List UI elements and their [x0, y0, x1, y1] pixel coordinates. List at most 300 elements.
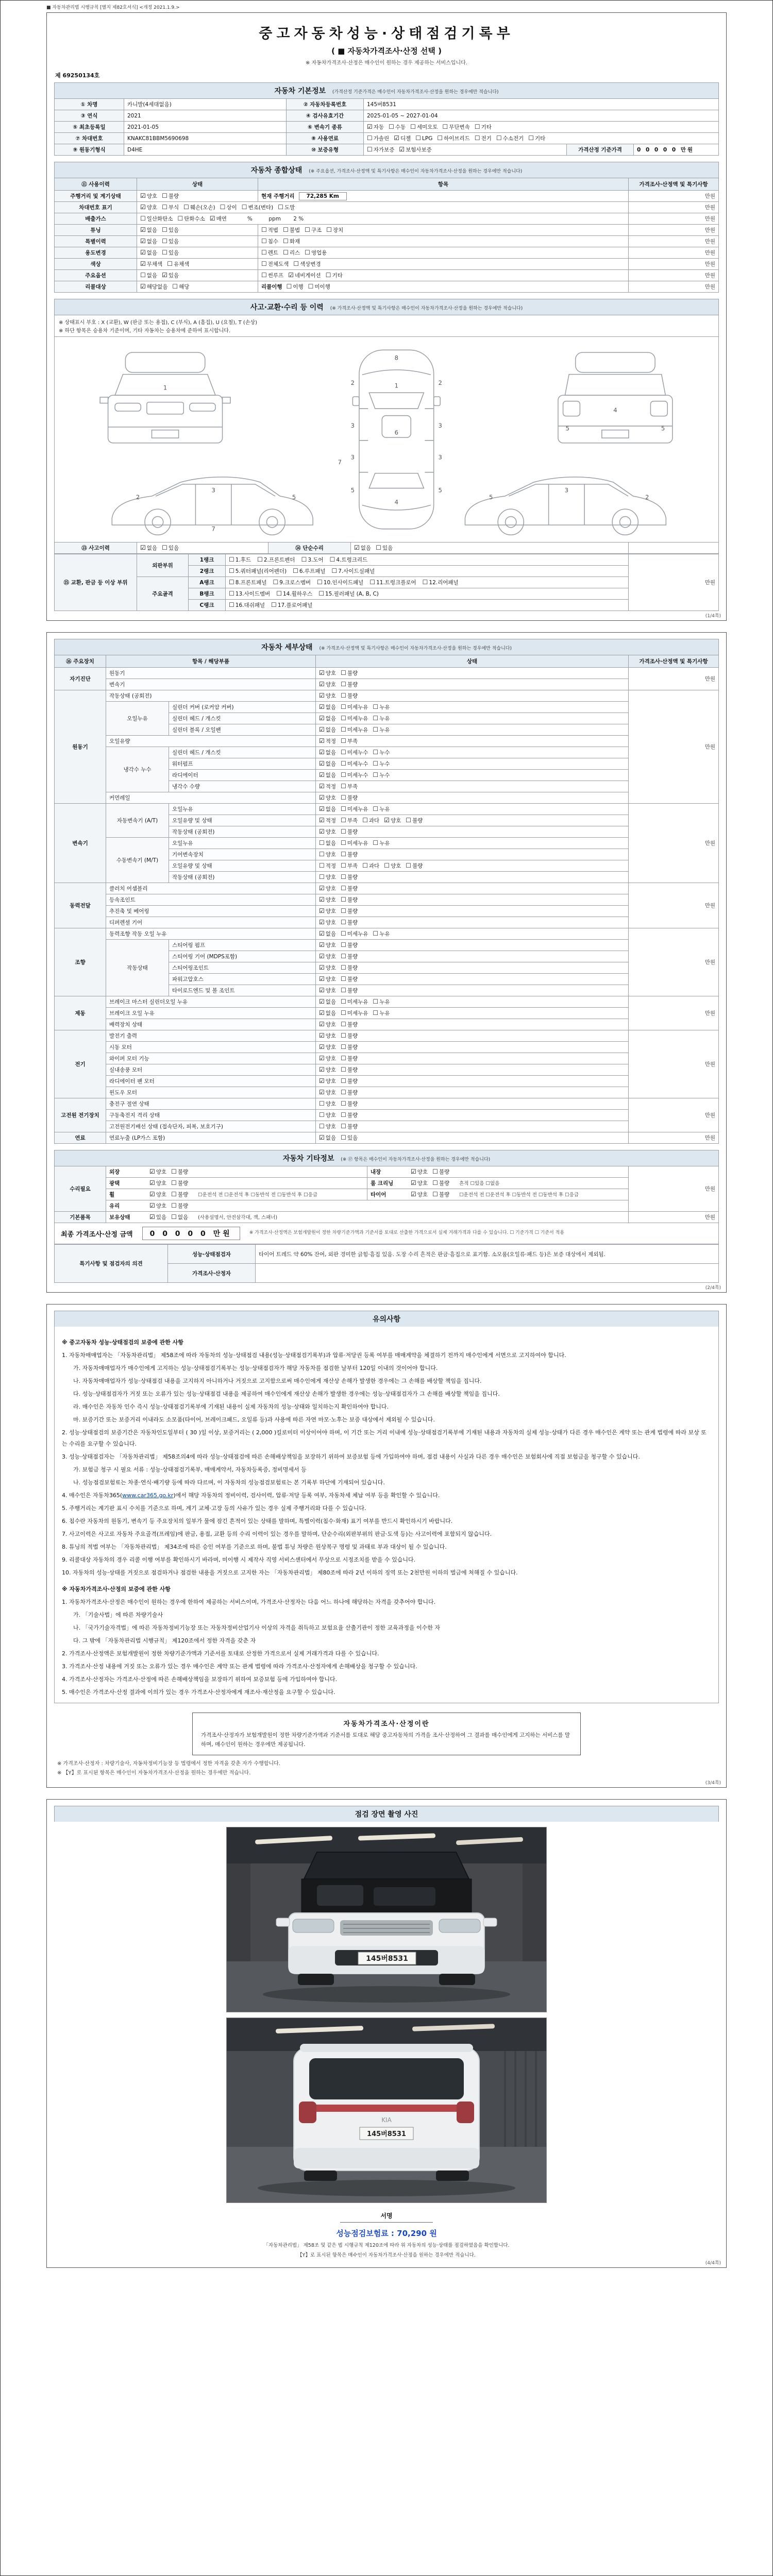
checkbox-option[interactable]	[341, 703, 368, 711]
checkbox-option[interactable]	[319, 817, 336, 824]
checkbox-option[interactable]	[354, 544, 371, 552]
checkbox-icon: ☐	[474, 123, 480, 130]
checkbox-option[interactable]	[362, 817, 379, 824]
panel-item[interactable]: ☐ 14.휠하우스	[276, 590, 313, 597]
checkbox-option[interactable]	[140, 238, 157, 245]
checkbox-option[interactable]	[341, 930, 368, 938]
checkbox-option[interactable]	[319, 873, 336, 881]
checkbox-option[interactable]	[341, 1089, 358, 1096]
checkbox-option[interactable]	[261, 226, 278, 234]
checkbox-option[interactable]	[319, 1100, 336, 1108]
checkbox-option[interactable]	[319, 975, 336, 983]
table-cell: C랭크	[189, 600, 226, 611]
panel-item[interactable]: ☐ 7.사이드실패널	[331, 567, 375, 574]
checkbox-option[interactable]	[341, 1021, 358, 1028]
checkbox-option[interactable]	[373, 715, 390, 722]
table-cell: 구동축전지 격리 상태	[106, 1110, 316, 1121]
checkbox-icon: ☐	[341, 975, 346, 982]
checkbox-option[interactable]	[171, 1213, 188, 1221]
checkbox-option[interactable]	[341, 964, 358, 972]
checkbox-option[interactable]	[367, 146, 394, 154]
checkbox-option[interactable]	[162, 238, 179, 245]
table-cell: 차대번호 표기	[55, 202, 137, 213]
checkbox-label: 장치	[332, 227, 344, 233]
checkbox-option[interactable]	[432, 1168, 449, 1176]
checkbox-option[interactable]	[220, 204, 237, 211]
checkbox-option[interactable]	[373, 998, 390, 1006]
table-cell: 수리필요	[55, 1166, 106, 1212]
checkbox-option[interactable]	[162, 226, 179, 234]
panel-item[interactable]: ☐ 1.후드	[229, 556, 251, 563]
checkbox-option[interactable]	[341, 839, 368, 847]
table-cell	[137, 225, 258, 236]
checkbox-option[interactable]	[319, 1021, 336, 1028]
checkbox-label: 불량	[177, 1180, 189, 1187]
checkbox-label: 불량	[177, 1169, 189, 1175]
checkbox-option[interactable]	[367, 134, 389, 142]
checkbox-option[interactable]	[341, 1134, 358, 1142]
panel-item[interactable]: ☐ 17.플로어패널	[271, 601, 313, 608]
checkbox-option[interactable]	[341, 907, 358, 915]
checkbox-option[interactable]	[341, 975, 358, 983]
checkbox-option[interactable]	[341, 817, 358, 824]
checkbox-option[interactable]	[167, 260, 189, 268]
checkbox-option[interactable]	[140, 215, 173, 223]
checkbox-option[interactable]	[319, 1009, 336, 1017]
checkbox-icon: ☑	[140, 226, 146, 233]
checkbox-option[interactable]	[341, 1123, 358, 1130]
checkbox-option[interactable]	[319, 930, 336, 938]
checkbox-option[interactable]	[319, 805, 336, 813]
panel-item[interactable]: ☐ 2.프론트펜더	[257, 556, 295, 563]
form-reference-note: ■ 자동차관리법 시행규칙 [별지 제82호서식] <개정 2021.1.9.>	[46, 5, 180, 10]
checkbox-option[interactable]	[319, 851, 336, 858]
checkbox-icon: ☐	[341, 873, 346, 880]
table-cell: 만원	[629, 996, 719, 1030]
checkbox-icon: ☑	[140, 249, 146, 256]
checkbox-option[interactable]	[319, 1134, 336, 1142]
checkbox-option[interactable]	[162, 204, 179, 211]
table-row	[55, 702, 719, 713]
checkbox-icon: ☐	[341, 828, 346, 835]
checkbox-option[interactable]	[341, 805, 368, 813]
checkbox-option[interactable]	[319, 1089, 336, 1096]
checkbox-option[interactable]	[288, 272, 321, 279]
checkbox-option[interactable]	[319, 1043, 336, 1051]
checkbox-option[interactable]	[373, 726, 390, 734]
table-cell	[316, 724, 629, 736]
checkbox-option[interactable]	[140, 249, 157, 257]
checkbox-option[interactable]	[210, 215, 227, 223]
checkbox-option[interactable]	[140, 204, 157, 211]
checkbox-option[interactable]	[162, 272, 179, 279]
table-cell: 오일유량 및 상태	[169, 860, 316, 872]
remarks-inspector-comment: 타이어 트레드 약 60% 잔여, 외판 경미한 긁힘·흠집 있음. 도장 수리 흔적은 판금·흠집으로 표기함. 소모품(오일류·패드 등)은 보증 대상에서 제외됨.	[256, 1245, 719, 1264]
checkbox-option[interactable]	[319, 907, 336, 915]
checkbox-option[interactable]	[319, 692, 336, 700]
checkbox-option[interactable]	[319, 896, 336, 904]
checkbox-option[interactable]	[171, 1179, 188, 1187]
checkbox-option[interactable]	[183, 204, 215, 211]
checkbox-option[interactable]	[341, 771, 368, 779]
checkbox-option[interactable]	[341, 760, 368, 768]
checkbox-label: 미세누유	[347, 840, 368, 846]
table-row	[55, 259, 719, 270]
table-cell: ⑭ 단순수리	[268, 543, 351, 554]
checkbox-option[interactable]	[319, 885, 336, 892]
checkbox-icon: ☑	[411, 1168, 416, 1175]
checkbox-option[interactable]	[411, 1168, 428, 1176]
table-cell	[316, 736, 629, 747]
table-cell: 유리 ☑ 양호 ☐ 불량	[106, 1200, 629, 1212]
checkbox-option[interactable]	[341, 692, 358, 700]
checkbox-icon: ☑	[149, 1191, 155, 1198]
table-row	[55, 225, 719, 236]
checkbox-option[interactable]	[384, 817, 401, 824]
checkbox-option[interactable]	[319, 715, 336, 722]
checkbox-option[interactable]	[171, 1168, 188, 1176]
checkbox-label: 없음	[325, 772, 337, 778]
checkbox-option[interactable]	[341, 828, 358, 836]
checkbox-option[interactable]	[341, 941, 358, 949]
panel-item[interactable]: ☐ 4.트렁크리드	[329, 556, 368, 563]
checkbox-option[interactable]	[319, 669, 336, 677]
checkbox-option[interactable]	[373, 771, 390, 779]
checkbox-option[interactable]	[261, 260, 289, 268]
checkbox-option[interactable]	[319, 1055, 336, 1062]
checkbox-option[interactable]	[319, 783, 336, 790]
table-cell	[316, 940, 629, 951]
checkbox-icon: ☐	[183, 204, 189, 211]
checkbox-option[interactable]	[162, 192, 179, 200]
checkbox-option[interactable]	[341, 873, 358, 881]
table-cell	[316, 872, 629, 883]
panel-item[interactable]: ☐ 8.프론트패널	[229, 579, 267, 586]
checkbox-option[interactable]	[341, 783, 358, 790]
checkbox-option[interactable]	[373, 760, 390, 768]
checkbox-option[interactable]	[341, 749, 368, 756]
table-cell: 라디에이터 팬 모터	[106, 1076, 316, 1087]
panel-item[interactable]: ☐ 3.도어	[301, 556, 324, 563]
checkbox-icon: ☑	[319, 1021, 325, 1028]
checkbox-option[interactable]	[319, 1077, 336, 1085]
checkbox-icon: ☐	[341, 941, 346, 948]
checkbox-option[interactable]	[319, 941, 336, 949]
checkbox-option[interactable]	[140, 226, 157, 234]
checkbox-icon: ☐	[341, 1089, 346, 1096]
checkbox-option[interactable]	[319, 681, 336, 688]
checkbox-icon: ☑	[319, 975, 325, 982]
checkbox-option[interactable]	[341, 1043, 358, 1051]
checkbox-option[interactable]	[341, 1111, 358, 1119]
checkbox-option[interactable]	[319, 1066, 336, 1074]
checkbox-option[interactable]	[283, 226, 300, 234]
checkbox-icon: ☐	[326, 226, 332, 233]
final-price-note: ※ 가격조사·산정액은 보험개발원이 정한 차량기준가액과 기준서를 토대로 산출한 가격으로서 실제 거래가격과 다를 수 있습니다. ☐ 기준가격 ☐ 기준서 적용	[249, 1230, 564, 1236]
checkbox-option[interactable]	[319, 919, 336, 926]
table-cell: ⑥ 변속기 종류	[287, 122, 364, 133]
checkbox-option[interactable]	[475, 134, 492, 142]
checkbox-option[interactable]	[341, 737, 358, 745]
checkbox-option[interactable]	[149, 1202, 166, 1210]
checkbox-label: 양호	[390, 818, 401, 824]
checkbox-icon: ☐	[474, 134, 480, 142]
table-row	[55, 1098, 719, 1110]
checkbox-option[interactable]	[319, 862, 336, 870]
table-cell: 만원	[629, 270, 719, 281]
checkbox-option[interactable]	[326, 226, 343, 234]
checkbox-label: 양호	[325, 852, 337, 858]
checkbox-option[interactable]	[341, 1077, 358, 1085]
checkbox-option[interactable]	[177, 215, 205, 223]
checkbox-option[interactable]	[341, 885, 358, 892]
checkbox-option[interactable]	[319, 726, 336, 734]
checkbox-label: 훼손(오손)	[190, 205, 215, 211]
checkbox-option[interactable]	[442, 123, 469, 131]
table-cell	[316, 962, 629, 974]
table-row	[55, 133, 719, 144]
panel-item[interactable]: ☐ 13.사이드멤버	[229, 590, 271, 597]
checkbox-option[interactable]	[171, 1202, 188, 1210]
panel-item[interactable]: ☐ 9.크로스멤버	[273, 579, 311, 586]
checkbox-label: 미이행	[314, 284, 330, 290]
checkbox-option[interactable]	[362, 862, 379, 870]
table-cell: ⑨ 원동기형식	[55, 144, 124, 156]
checkbox-option[interactable]	[283, 238, 300, 245]
checkbox-option[interactable]	[319, 1111, 336, 1119]
checkbox-option[interactable]	[319, 703, 336, 711]
checkbox-label: 양호	[325, 829, 337, 835]
checkbox-icon: ☐	[373, 1009, 379, 1016]
checkbox-icon: ☐	[283, 226, 289, 233]
checkbox-option[interactable]	[384, 862, 401, 870]
checkbox-label: 없음	[360, 545, 372, 551]
checkbox-option[interactable]	[341, 987, 358, 994]
checkbox-option[interactable]	[475, 123, 492, 131]
table-cell: ⑤ 최초등록일	[55, 122, 124, 133]
checkbox-option[interactable]	[319, 828, 336, 836]
checkbox-option[interactable]	[341, 726, 368, 734]
checkbox-icon: ☐	[257, 556, 263, 563]
checkbox-option[interactable]	[411, 1191, 428, 1198]
checkbox-option[interactable]	[319, 953, 336, 960]
checkbox-option[interactable]	[140, 192, 157, 200]
checkbox-option[interactable]	[305, 249, 327, 257]
checkbox-icon: ☐	[283, 238, 289, 245]
checkbox-option[interactable]	[399, 146, 431, 154]
checkbox-option[interactable]	[341, 919, 358, 926]
table-cell	[226, 588, 629, 600]
table-row	[55, 906, 719, 917]
checkbox-icon: ☐	[369, 579, 376, 586]
checkbox-option[interactable]	[305, 226, 322, 234]
checkbox-label: 적법	[267, 227, 279, 233]
table-cell: 배출가스	[55, 213, 137, 225]
table-cell: ⑮ 교환, 판금 등 이상 부위	[55, 554, 137, 611]
checkbox-option[interactable]	[437, 134, 469, 142]
checkbox-option[interactable]	[319, 737, 336, 745]
premium-value: 70,290 원	[397, 2228, 437, 2238]
checkbox-option[interactable]	[261, 238, 278, 245]
checkbox-label: 없음	[325, 716, 337, 722]
checkbox-option[interactable]	[341, 794, 358, 802]
checkbox-option[interactable]	[394, 134, 411, 142]
table-row	[55, 1064, 719, 1076]
notice-paragraph: ※ 중고자동차 성능·상태점검의 보증에 관한 사항	[62, 1339, 183, 1346]
checkbox-icon: ☐	[261, 226, 267, 233]
checkbox-option[interactable]	[341, 953, 358, 960]
checkbox-label: 양호	[325, 897, 337, 903]
checkbox-option[interactable]	[373, 805, 390, 813]
checkbox-icon: ☐	[319, 839, 325, 846]
checkbox-icon: ☑	[319, 805, 325, 812]
checkbox-label: 있음	[168, 250, 179, 256]
checkbox-option[interactable]	[140, 272, 157, 279]
checkbox-option[interactable]	[341, 669, 358, 677]
checkbox-option[interactable]	[140, 283, 167, 291]
checkbox-option[interactable]	[171, 1191, 188, 1198]
checkbox-option[interactable]	[149, 1168, 166, 1176]
definition-box-title: 자동차가격조사·산정이란	[343, 1720, 430, 1728]
checkbox-label: 없음	[325, 704, 337, 710]
checkbox-option[interactable]	[140, 544, 157, 552]
panel-item[interactable]: ☐ 5.쿼터패널(리어펜더)	[229, 567, 287, 574]
checkbox-option[interactable]	[261, 272, 283, 279]
checkbox-icon: ☐	[373, 726, 379, 733]
checkbox-option[interactable]	[319, 998, 336, 1006]
checkbox-option[interactable]	[410, 123, 438, 131]
checkbox-option[interactable]	[149, 1191, 166, 1198]
checkbox-label: 누유	[379, 1010, 390, 1016]
checkbox-option[interactable]	[528, 134, 545, 142]
table-cell	[316, 1053, 629, 1064]
checkbox-option[interactable]	[319, 964, 336, 972]
checkbox-label: 없음	[177, 1214, 189, 1221]
checkbox-option[interactable]	[415, 134, 432, 142]
checkbox-option[interactable]	[376, 544, 393, 552]
car365-link[interactable]: www.car365.go.kr	[122, 1492, 174, 1499]
table-cell: 타이로드엔드 및 볼 조인트	[169, 985, 316, 996]
checkbox-option[interactable]	[319, 771, 336, 779]
checkbox-option[interactable]	[341, 1055, 358, 1062]
checkbox-option[interactable]	[406, 862, 423, 870]
checkbox-option[interactable]	[373, 839, 390, 847]
checkbox-option[interactable]	[283, 249, 300, 257]
checkbox-option[interactable]	[242, 204, 274, 211]
panel-item[interactable]: ☐ 11.트렁크플로어	[369, 579, 416, 586]
checkbox-option[interactable]	[496, 134, 524, 142]
checkbox-icon: ☐	[367, 134, 373, 142]
table-cell: 실내송풍 모터	[106, 1064, 316, 1076]
checkbox-option[interactable]	[341, 1100, 358, 1108]
checkbox-label: 상이	[226, 205, 237, 211]
checkbox-option[interactable]	[287, 283, 304, 291]
checkbox-option[interactable]	[341, 998, 368, 1006]
checkbox-label: 불량	[347, 693, 358, 699]
checkbox-label: 없음	[146, 250, 158, 256]
checkbox-option[interactable]	[432, 1191, 449, 1198]
table-cell: 변속기	[106, 679, 316, 690]
checkbox-option[interactable]	[341, 1009, 368, 1017]
checkbox-option[interactable]	[319, 839, 336, 847]
checkbox-option[interactable]	[389, 123, 406, 131]
checkbox-icon: ☐	[341, 839, 346, 846]
checkbox-label: 일산화탄소	[146, 216, 173, 222]
panel-item[interactable]: ☐ 6.루프패널	[293, 567, 326, 574]
checkbox-option[interactable]	[373, 1009, 390, 1017]
checkbox-option[interactable]	[149, 1179, 166, 1187]
checkbox-option[interactable]	[326, 272, 343, 279]
checkbox-option[interactable]	[406, 817, 423, 824]
panel-item[interactable]: ☐ 16.대쉬패널	[229, 601, 265, 608]
checkbox-option[interactable]	[432, 1179, 449, 1187]
checkbox-option[interactable]	[341, 715, 368, 722]
checkbox-option[interactable]	[341, 851, 358, 858]
checkbox-option[interactable]	[162, 249, 179, 257]
checkbox-icon: ☐	[406, 862, 412, 869]
checkbox-option[interactable]	[319, 1032, 336, 1040]
checkbox-option[interactable]	[367, 123, 384, 131]
final-price-unit: 만원	[213, 1230, 232, 1238]
checkbox-icon: ☑	[319, 998, 325, 1005]
checkbox-option[interactable]	[341, 896, 358, 904]
checkbox-icon: ☑	[319, 1089, 325, 1096]
checkbox-option[interactable]	[319, 794, 336, 802]
checkbox-icon: ☐	[308, 283, 314, 290]
checkbox-option[interactable]	[341, 862, 358, 870]
table-cell	[137, 191, 258, 202]
table-row	[55, 1019, 719, 1030]
checkbox-option[interactable]	[319, 749, 336, 756]
checkbox-option[interactable]	[341, 1066, 358, 1074]
checkbox-option[interactable]	[411, 1179, 428, 1187]
checkbox-option[interactable]	[162, 544, 179, 552]
table-cell	[316, 894, 629, 906]
table-cell: 커먼레일	[106, 792, 316, 804]
checkbox-label: 기타	[535, 135, 546, 142]
table-cell	[316, 792, 629, 804]
checkbox-label: 양호	[156, 1169, 167, 1175]
checkbox-option[interactable]	[261, 249, 278, 257]
checkbox-option[interactable]	[149, 1213, 166, 1221]
table-cell: 자동변속기 (A/T)	[106, 804, 169, 838]
panel-item[interactable]: ☐ 15.필러패널 (A, B, C)	[318, 590, 379, 597]
checkbox-option[interactable]	[278, 204, 295, 211]
checkbox-option[interactable]	[319, 1123, 336, 1130]
table-cell	[316, 758, 629, 770]
checkbox-option[interactable]	[319, 987, 336, 994]
checkbox-option[interactable]	[373, 749, 390, 756]
checkbox-option[interactable]	[341, 1032, 358, 1040]
checkbox-option[interactable]	[172, 283, 189, 291]
accident-history-table	[54, 542, 719, 554]
checkbox-option[interactable]	[373, 930, 390, 938]
table-cell	[316, 1110, 629, 1121]
checkbox-option[interactable]	[319, 760, 336, 768]
checkbox-label: 미세누유	[347, 716, 368, 722]
table-cell	[137, 259, 258, 270]
checkbox-option[interactable]	[293, 260, 321, 268]
checkbox-option[interactable]	[341, 681, 358, 688]
panel-item[interactable]: ☐ 10.인사이드패널	[317, 579, 364, 586]
checkbox-option[interactable]	[373, 703, 390, 711]
checkbox-option[interactable]	[140, 260, 162, 268]
signature-area[interactable]	[54, 2210, 719, 2223]
checkbox-option[interactable]	[308, 283, 330, 291]
checkbox-label: 양호	[325, 976, 337, 982]
panel-item[interactable]: ☐ 12.리어패널	[422, 579, 459, 586]
remarks-header: 특기사항 및 점검자의 의견	[55, 1245, 168, 1283]
